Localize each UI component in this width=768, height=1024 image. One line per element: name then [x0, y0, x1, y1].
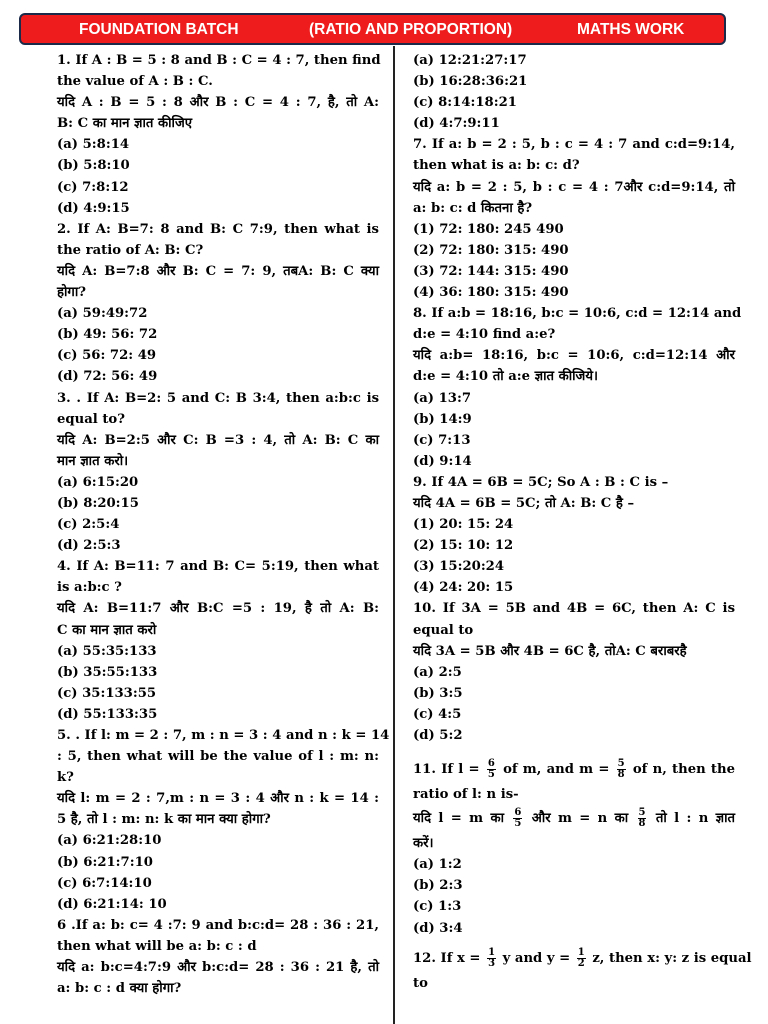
- text-line: (b) 35:55:133: [57, 664, 158, 680]
- text-line: (c) 56: 72: 49: [57, 348, 157, 364]
- fraction: $\frac{1}{2}$: [577, 946, 585, 969]
- text-line: (d) 72: 56: 49: [57, 369, 158, 385]
- text-line: (d) 9:14: [413, 453, 472, 469]
- text-line: (1) 20: 15: 24: [413, 517, 514, 533]
- batch-label: FOUNDATION BATCH: [79, 21, 239, 38]
- text-line: equal to: [413, 622, 474, 638]
- text-line: 10. If 3A = 5B and 4B = 6C, then A: C is: [413, 601, 735, 617]
- text-line: (4) 24: 20: 15: [413, 580, 514, 596]
- text-line: the value of A : B : C.: [57, 74, 213, 90]
- text-line: (d) 4:9:15: [57, 200, 130, 216]
- text-line: (b) 6:21:7:10: [57, 854, 153, 870]
- option: (d) 3:4: [413, 920, 463, 936]
- q11-line2: ratio of l: n is-: [413, 787, 519, 803]
- text-line: C का मान ज्ञात करो: [57, 622, 157, 638]
- left-column: [57, 50, 390, 999]
- text-line: यदि 3A = 5B और 4B = 6C है, तोA: C बराबरहै: [413, 643, 687, 659]
- q12-line2: to: [413, 975, 428, 991]
- text-line: 8. If a:b = 18:16, b:c = 10:6, c:d = 12:14 and: [413, 306, 742, 322]
- q12-line1: 12. If x = $\frac{1}{3}$ y and y = $\frac{1}{2}$ z, then x: y: z is equal: [413, 946, 752, 969]
- text-line: is a:b:c ?: [57, 580, 122, 596]
- text-line: (c) 4:5: [413, 706, 462, 722]
- text-line: (a) 6:21:28:10: [57, 833, 162, 849]
- text-line: then what will be a: b: c : d: [57, 938, 257, 954]
- text-line: 9. If 4A = 6B = 5C; So A : B : C is –: [413, 474, 669, 490]
- right-column-questions: [413, 50, 742, 746]
- subject-label: MATHS WORK: [577, 21, 685, 38]
- fraction: $\frac{5}{8}$: [617, 758, 625, 781]
- text-line: (d) 2:5:3: [57, 538, 121, 554]
- q11-line1: 11. If l = $\frac{6}{5}$ of m, and m = $\frac{5}{8}$ of n, then the: [413, 758, 736, 781]
- text-line: then what is a: b: c: d?: [413, 158, 580, 174]
- text-line: यदि l: m = 2 : 7,m : n = 3 : 4 और n : k = 14 :: [57, 791, 379, 807]
- text-line: (d) 5:2: [413, 728, 463, 743]
- text-line: यदि a:b= 18:16, b:c = 10:6, c:d=12:14 और: [413, 348, 735, 364]
- text-line: (c) 8:14:18:21: [413, 95, 517, 111]
- text-line: the ratio of A: B: C?: [57, 242, 204, 258]
- text-line: (d) 55:133:35: [57, 706, 158, 722]
- text-line: 1. If A : B = 5 : 8 and B : C = 4 : 7, then find: [57, 53, 381, 68]
- text-line: (4) 36: 180: 315: 490: [413, 285, 569, 301]
- text-line: यदि a: b:c=4:7:9 और b:c:d= 28 : 36 : 21 है, तो: [57, 960, 379, 976]
- fraction: $\frac{6}{5}$: [514, 807, 522, 830]
- text-line: equal to?: [57, 411, 125, 427]
- text-line: 4. If A: B=11: 7 and B: C= 5:19, then what: [57, 559, 379, 575]
- text-line: a: b: c : d क्या होगा?: [57, 981, 182, 997]
- text-line: (c) 7:8:12: [57, 179, 129, 195]
- text-line: (d) 4:7:9:11: [413, 116, 500, 132]
- text-line: यदि 4A = 6B = 5C; तो A: B: C है –: [413, 495, 635, 511]
- question-11: [413, 756, 735, 939]
- text-line: (b) 49: 56: 72: [57, 327, 158, 343]
- text-line: (c) 6:7:14:10: [57, 875, 152, 891]
- text-line: a: b: c: d कितना है?: [413, 200, 533, 216]
- text-line: 5 है, तो l : m: n: k का मान क्या होगा?: [57, 812, 271, 828]
- text-line: d:e = 4:10 तो a:e ज्ञात कीजिये।: [413, 369, 598, 385]
- text-line: (a) 2:5: [413, 664, 462, 680]
- text-line: 6 .If a: b: c= 4 :7: 9 and b:c:d= 28 : 36 : 21,: [57, 917, 379, 933]
- text-line: (a) 6:15:20: [57, 474, 139, 490]
- text-line: मान ज्ञात करो।: [57, 453, 129, 469]
- text-line: B: C का मान ज्ञात कीजिए: [57, 116, 193, 132]
- text-line: यदि A : B = 5 : 8 और B : C = 4 : 7, है, तो A:: [57, 95, 379, 111]
- text-line: (c) 2:5:4: [57, 517, 120, 533]
- text-line: k?: [57, 770, 74, 786]
- q11-line4: करें।: [413, 836, 434, 852]
- text-line: (a) 13:7: [413, 390, 472, 406]
- text-line: यदि A: B=7:8 और B: C = 7: 9, तबA: B: C क्या: [57, 263, 379, 279]
- fraction: $\frac{5}{8}$: [638, 807, 646, 830]
- question-12: [413, 945, 752, 994]
- text-line: (b) 5:8:10: [57, 158, 130, 174]
- text-line: यदि A: B=2:5 और C: B =3 : 4, तो A: B: C का: [57, 432, 379, 448]
- option: (b) 2:3: [413, 878, 463, 894]
- text-line: (c) 35:133:55: [57, 685, 157, 701]
- text-line: (b) 3:5: [413, 685, 463, 701]
- text-line: (a) 12:21:27:17: [413, 53, 527, 68]
- text-line: 3. . If A: B=2: 5 and C: B 3:4, then a:b:c is: [57, 390, 379, 406]
- option: (c) 1:3: [413, 899, 462, 915]
- text-line: (a) 5:8:14: [57, 137, 130, 153]
- topic-label: (RATIO AND PROPORTION): [309, 21, 513, 38]
- column-divider: [393, 46, 395, 1024]
- text-line: 7. If a: b = 2 : 5, b : c = 4 : 7 and c:d=9:14,: [413, 137, 735, 153]
- text-line: 5. . If l: m = 2 : 7, m : n = 3 : 4 and n : k = 14: [57, 728, 390, 743]
- text-line: (a) 55:35:133: [57, 643, 157, 659]
- text-line: d:e = 4:10 find a:e?: [413, 327, 556, 343]
- text-line: : 5, then what will be the value of l : m: n:: [57, 749, 379, 765]
- text-line: (b) 16:28:36:21: [413, 74, 528, 90]
- right-column: [413, 50, 752, 994]
- text-line: (3) 72: 144: 315: 490: [413, 263, 569, 279]
- option: (a) 1:2: [413, 857, 462, 873]
- title-banner: [19, 13, 726, 45]
- text-line: (c) 7:13: [413, 432, 471, 448]
- text-line: (a) 59:49:72: [57, 306, 148, 322]
- text-line: यदि a: b = 2 : 5, b : c = 4 : 7और c:d=9:14, तो: [413, 179, 735, 195]
- text-line: 2. If A: B=7: 8 and B: C 7:9, then what is: [57, 221, 379, 237]
- fraction: $\frac{6}{5}$: [487, 758, 495, 781]
- text-line: (2) 72: 180: 315: 490: [413, 242, 569, 258]
- text-line: (d) 6:21:14: 10: [57, 896, 167, 912]
- text-line: (3) 15:20:24: [413, 559, 505, 575]
- text-line: (b) 8:20:15: [57, 495, 139, 511]
- text-line: (b) 14:9: [413, 411, 472, 427]
- text-line: (1) 72: 180: 245 490: [413, 221, 564, 237]
- text-line: होगा?: [57, 285, 86, 301]
- fraction: $\frac{1}{3}$: [488, 946, 496, 969]
- text-line: (2) 15: 10: 12: [413, 538, 514, 554]
- q11-line3: यदि l = m का $\frac{6}{5}$ और m = n का $\frac{5}{8}$ तो l : n ज्ञात: [413, 807, 736, 830]
- text-line: यदि A: B=11:7 और B:C =5 : 19, है तो A: B:: [57, 601, 379, 617]
